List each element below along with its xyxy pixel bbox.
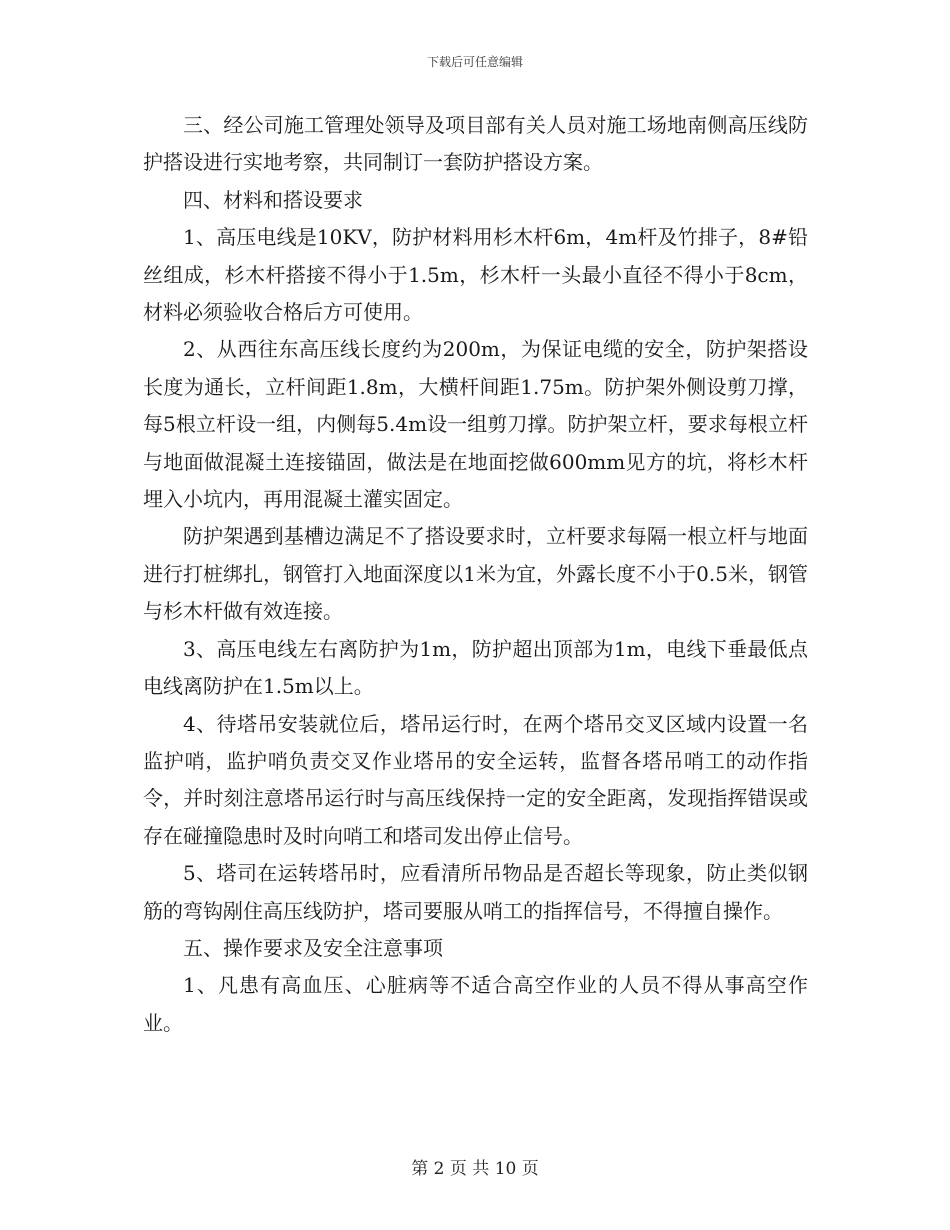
- section-heading-operation: 五、操作要求及安全注意事项: [183, 935, 443, 960]
- document-body: [143, 107, 808, 1042]
- page-header: 下载后可任意编辑: [426, 55, 523, 69]
- section-heading-materials: 四、材料和搭设要求: [183, 187, 363, 212]
- paragraph-item-4: 4、待塔吊安装就位后，塔吊运行时，在两个塔吊交叉区域内设置一名监护哨，监护哨负责交叉作业塔吊的安全运转，监督各塔吊哨工的动作指令，并时刻注意塔吊运行时与高压线保持一定的安全距离，发现指挥错误或存在碰撞隐患时及时向哨工和塔司发出停止信号。: [143, 711, 808, 848]
- paragraph-trench-edge: 防护架遇到基槽边满足不了搭设要求时，立杆要求每隔一根立杆与地面进行打桩绑扎，钢管打入地面深度以1米为宜，外露长度不小于0.5米，钢管与杉木杆做有效连接。: [143, 524, 808, 624]
- paragraph-item-5: 5、塔司在运转塔吊时，应看清所吊物品是否超长等现象，防止类似钢筋的弯钩剐住高压线防护，塔司要服从哨工的指挥信号，不得擅自操作。: [143, 861, 808, 923]
- paragraph-operation-1: 1、凡患有高血压、心脏病等不适合高空作业的人员不得从事高空作业。: [143, 973, 808, 1035]
- paragraph-site-survey: 三、经公司施工管理处领导及项目部有关人员对施工场地南侧高压线防护搭设进行实地考察，共同制订一套防护搭设方案。: [143, 113, 808, 175]
- page-footer: 第 2 页 共 10 页: [411, 1159, 539, 1179]
- paragraph-item-1: 1、高压电线是10KV，防护材料用杉木杆6m，4m杆及竹排子，8#铅丝组成，杉木杆搭接不得小于1.5m，杉木杆一头最小直径不得小于8cm，材料必须验收合格后方可使用。: [143, 225, 808, 325]
- paragraph-item-2: 2、从西往东高压线长度约为200m，为保证电缆的安全，防护架搭设长度为通长，立杆间距1.8m，大横杆间距1.75m。防护架外侧设剪刀撑，每5根立杆设一组，内侧每5.4m设一组剪刀撑。防护架立杆，要求每根立杆与地面做混凝土连接锚固，做法是在地面挖做600mm见方的坑，将杉木杆埋入小坑内，再用混凝土灌实固定。: [143, 337, 808, 512]
- paragraph-item-3: 3、高压电线左右离防护为1m，防护超出顶部为1m，电线下垂最低点电线离防护在1.5m以上。: [143, 636, 808, 699]
